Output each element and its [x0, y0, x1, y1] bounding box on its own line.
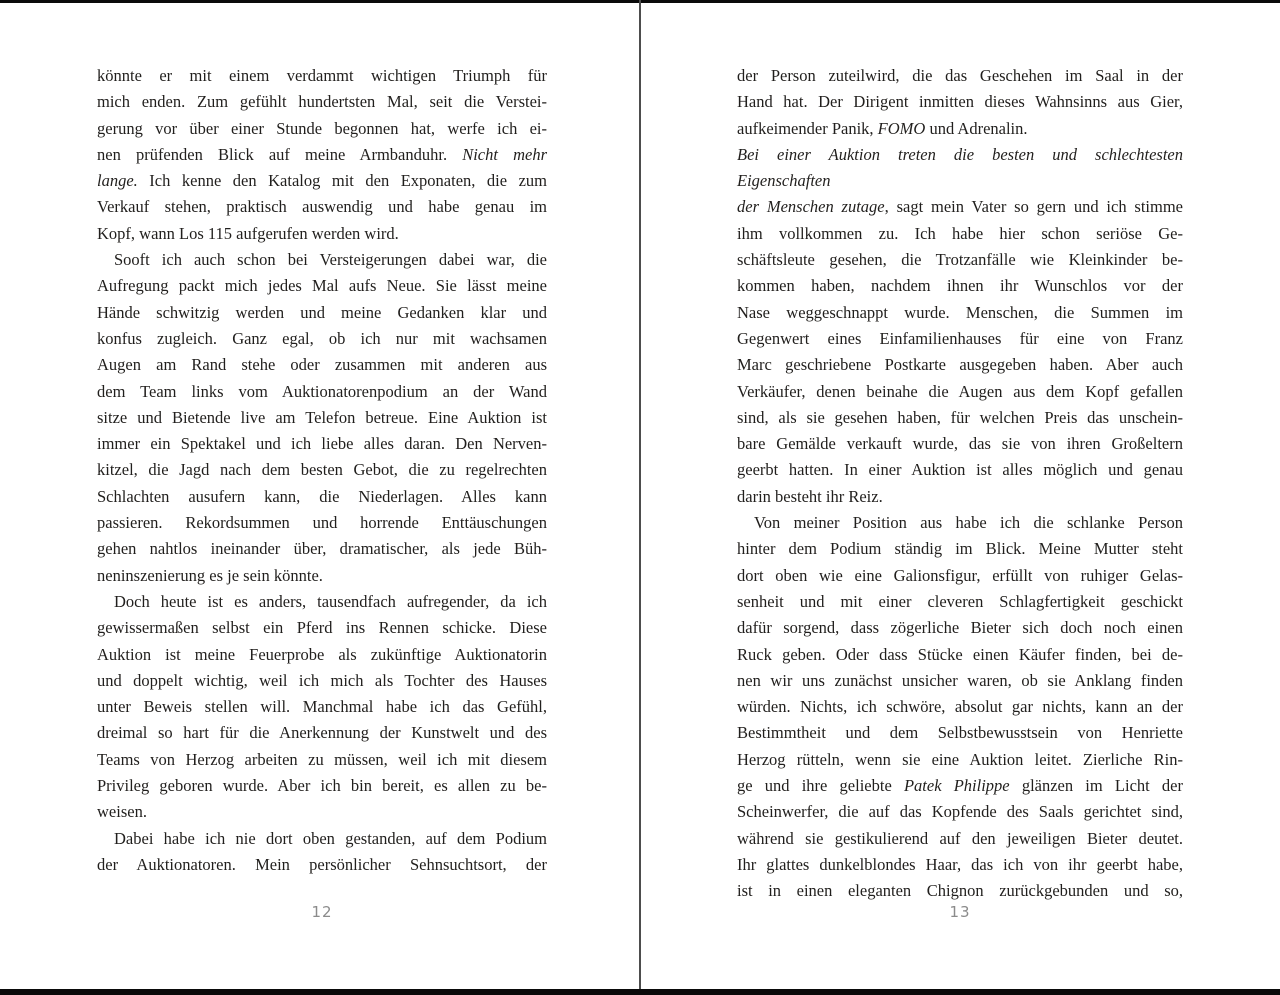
text-run: Sooft ich auch schon bei Versteigerungen dabei war, die	[114, 250, 547, 270]
text-line	[97, 352, 547, 378]
text-run: Kopf, wann Los 115 aufgerufen werden wird.	[97, 223, 399, 243]
text-line	[97, 89, 547, 115]
text-line	[737, 405, 1183, 431]
text-line	[97, 720, 547, 746]
text-run: schäftsleute gesehen, die Trotzanfälle wie Kleinkinder be-	[737, 250, 1183, 270]
text-run: glänzen im Licht der	[1009, 776, 1183, 796]
text-line	[97, 300, 547, 326]
text-run: sitze und Bietende live am Telefon betreue. Eine Auktion ist	[97, 407, 547, 427]
text-line	[97, 642, 547, 668]
text-run: Verkauf stehen, praktisch auswendig und habe genau im	[97, 197, 547, 217]
text-run: aufkeimender Panik,	[737, 118, 878, 138]
text-line	[737, 878, 1183, 904]
text-line	[97, 326, 547, 352]
text-line	[97, 457, 547, 483]
text-run: Dabei habe ich nie dort oben gestanden, auf dem Podium	[114, 828, 547, 848]
text-run: kommen haben, nachdem ihnen ihr Wunschlos vor der	[737, 276, 1183, 296]
text-run: Scheinwerfer, die auf das Kopfende des Saals gerichtet sind,	[737, 802, 1183, 822]
text-line	[97, 773, 547, 799]
text-run: Von meiner Position aus habe ich die schlanke Person	[754, 513, 1183, 533]
text-line	[737, 431, 1183, 457]
text-run: nen prüfenden Blick auf meine Armbanduhr.	[97, 144, 463, 164]
text-line	[737, 273, 1183, 299]
text-run: Augen am Rand stehe oder zusammen mit anderen aus	[97, 355, 547, 375]
text-run: ge und ihre geliebte	[737, 776, 904, 796]
text-run: während sie gestikulierend auf den jeweiligen Bieter deutet.	[737, 828, 1183, 848]
text-line	[737, 668, 1183, 694]
text-run: geerbt hatten. In einer Auktion ist alles möglich und genau	[737, 460, 1183, 480]
text-line	[97, 615, 547, 641]
text-run: Hände schwitzig werden und meine Gedanken klar und	[97, 302, 547, 322]
text-line	[97, 431, 547, 457]
text-run: ist in einen eleganten Chignon zurückgebunden und so,	[737, 881, 1183, 901]
text-run: gehen nahtlos ineinander über, dramatischer, als jede Büh-	[97, 539, 547, 559]
text-line	[737, 799, 1183, 825]
text-line	[97, 747, 547, 773]
paragraph	[737, 510, 1183, 904]
text-line	[737, 536, 1183, 562]
text-run: Ich kenne den Katalog mit den Exponaten, die zum	[137, 171, 547, 191]
italic-text-run: Nicht mehr	[462, 144, 547, 164]
text-line	[97, 405, 547, 431]
text-line	[97, 247, 547, 273]
text-run: Ihr glattes dunkelblondes Haar, das ich von ihr geerbt habe,	[737, 854, 1183, 874]
text-run: Doch heute ist es anders, tausendfach aufregender, da ich	[114, 591, 547, 611]
text-run: dem Team links vom Auktionatorenpodium an der Wand	[97, 381, 547, 401]
text-line	[737, 852, 1183, 878]
text-line	[97, 852, 547, 878]
text-run: Hand hat. Der Dirigent inmitten dieses Wahnsinns aus Gier,	[737, 92, 1183, 112]
text-line	[737, 642, 1183, 668]
paragraph	[97, 247, 547, 589]
paragraph	[97, 63, 547, 247]
screen-bottom-edge	[0, 989, 1280, 995]
gutter-divider	[639, 0, 641, 995]
text-run: und Adrenalin.	[925, 118, 1028, 138]
text-line	[737, 563, 1183, 589]
paragraph	[97, 589, 547, 826]
text-run: Bestimmtheit und dem Selbstbewusstsein von Henriette	[737, 723, 1183, 743]
paragraph	[97, 826, 547, 879]
text-run: mich enden. Zum gefühlt hundertsten Mal, seit die Verstei-	[97, 92, 547, 112]
text-line	[737, 379, 1183, 405]
text-run: kitzel, die Jagd nach dem besten Gebot, die zu regelrechten	[97, 460, 547, 480]
text-run: Privileg geboren wurde. Aber ich bin bereit, es allen zu be-	[97, 776, 547, 796]
text-line	[737, 694, 1183, 720]
text-run: der Auktionatoren. Mein persönlicher Sehnsuchtsort, der	[97, 854, 547, 874]
text-line	[737, 63, 1183, 89]
text-run: Verkäufer, denen beinahe die Augen aus dem Kopf gefallen	[737, 381, 1183, 401]
text-line	[97, 510, 547, 536]
text-line	[737, 300, 1183, 326]
text-run: nen wir uns zunächst unsicher waren, ob sie Anklang finden	[737, 670, 1183, 690]
text-line	[737, 510, 1183, 536]
italic-text-run: lange.	[97, 171, 138, 191]
text-line	[737, 484, 1183, 510]
text-run: unter Beweis stellen will. Manchmal habe ich das Gefühl,	[97, 697, 547, 717]
text-line	[97, 563, 547, 589]
italic-text-run: FOMO	[877, 118, 926, 138]
text-run: bare Gemälde verkauft wurde, das sie von ihren Großeltern	[737, 434, 1183, 454]
text-line	[97, 484, 547, 510]
text-run: passieren. Rekordsummen und horrende Enttäuschungen	[97, 513, 547, 533]
text-run: Schlachten ausufern kann, die Niederlagen. Alles kann	[97, 486, 547, 506]
italic-text-run: der Menschen zutage	[737, 197, 885, 217]
text-line	[737, 89, 1183, 115]
text-run: und doppelt wichtig, weil ich mich als Tochter des Hauses	[97, 670, 547, 690]
text-run: Marc geschriebene Postkarte ausgegeben haben. Aber auch	[737, 355, 1183, 375]
text-line	[97, 221, 547, 247]
text-run: Nase weggeschnappt wurde. Menschen, die Summen im	[737, 302, 1183, 322]
paragraph	[737, 63, 1183, 142]
left-page-text	[97, 63, 547, 878]
text-line	[737, 773, 1183, 799]
text-line	[97, 694, 547, 720]
text-line	[97, 142, 547, 168]
text-line	[97, 826, 547, 852]
italic-text-run: Bei einer Auktion treten die besten und schlechtesten Eigenschaften	[737, 144, 1183, 191]
text-line	[737, 247, 1183, 273]
text-run: ihm vollkommen zu. Ich habe hier schon seriöse Ge-	[737, 223, 1183, 243]
text-line	[737, 615, 1183, 641]
text-line	[97, 589, 547, 615]
text-run: Gegenwert eines Einfamilienhauses für eine von Franz	[737, 328, 1183, 348]
text-line	[737, 326, 1183, 352]
text-run: Aufregung packt mich jedes Mal aufs Neue. Sie lässt meine	[97, 276, 547, 296]
text-run: könnte er mit einem verdammt wichtigen Triumph für	[97, 66, 547, 85]
text-line	[737, 221, 1183, 247]
text-line	[97, 273, 547, 299]
text-run: darin besteht ihr Reiz.	[737, 486, 883, 506]
text-line	[737, 826, 1183, 852]
italic-text-run: Patek Philippe	[903, 776, 1010, 796]
text-run: Ruck geben. Oder dass Stücke einen Käufer finden, bei de-	[737, 644, 1183, 664]
text-line	[737, 589, 1183, 615]
text-run: gerung vor über einer Stunde begonnen hat, werfe ich ei-	[97, 118, 547, 138]
text-line	[737, 352, 1183, 378]
text-line	[737, 194, 1183, 220]
text-line	[737, 457, 1183, 483]
text-line	[97, 536, 547, 562]
right-page-text	[737, 63, 1183, 905]
text-run: Auktion ist meine Feuerprobe als zukünftige Auktionatorin	[97, 644, 547, 664]
text-run: Teams von Herzog arbeiten zu müssen, weil ich mit diesem	[97, 749, 547, 769]
text-line	[97, 116, 547, 142]
text-run: dreimal so hart für die Anerkennung der Kunstwelt und des	[97, 723, 547, 743]
text-run: neninszenierung es je sein könnte.	[97, 565, 323, 585]
text-run: sind, als sie gesehen haben, für welchen Preis das unschein-	[737, 407, 1183, 427]
page-number-left: 12	[311, 903, 333, 921]
text-run: Herzog rütteln, wenn sie eine Auktion leitet. Zierliche Rin-	[737, 749, 1183, 769]
text-run: hinter dem Podium ständig im Blick. Meine Mutter steht	[737, 539, 1183, 559]
text-run: immer ein Spektakel und ich liebe alles daran. Den Nerven-	[97, 434, 547, 454]
text-line	[97, 799, 547, 825]
text-run: würden. Nichts, ich schwöre, absolut gar nichts, kann an der	[737, 697, 1183, 717]
text-line	[97, 168, 547, 194]
text-line	[737, 747, 1183, 773]
text-run: konfus zugleich. Ganz egal, ob ich nur mit wachsamen	[97, 328, 547, 348]
text-run: weisen.	[97, 802, 147, 822]
paragraph	[737, 142, 1183, 510]
text-line	[737, 720, 1183, 746]
text-line	[737, 116, 1183, 142]
text-run: dafür sorgend, dass zögerliche Bieter sich doch noch einen	[737, 618, 1183, 638]
text-run: der Person zuteilwird, die das Geschehen im Saal in der	[737, 66, 1183, 85]
text-line	[97, 63, 547, 89]
text-line	[97, 194, 547, 220]
page-number-right: 13	[949, 903, 971, 921]
text-run: dort oben wie eine Galionsfigur, erfüllt von ruhiger Gelas-	[737, 565, 1183, 585]
text-run: gewissermaßen selbst ein Pferd ins Rennen schicke. Diese	[97, 618, 547, 638]
text-line	[737, 142, 1183, 195]
text-run: , sagt mein Vater so gern und ich stimme	[884, 197, 1183, 217]
text-run: senheit und mit einer cleveren Schlagfertigkeit geschickt	[737, 591, 1183, 611]
text-line	[97, 668, 547, 694]
text-line	[97, 379, 547, 405]
